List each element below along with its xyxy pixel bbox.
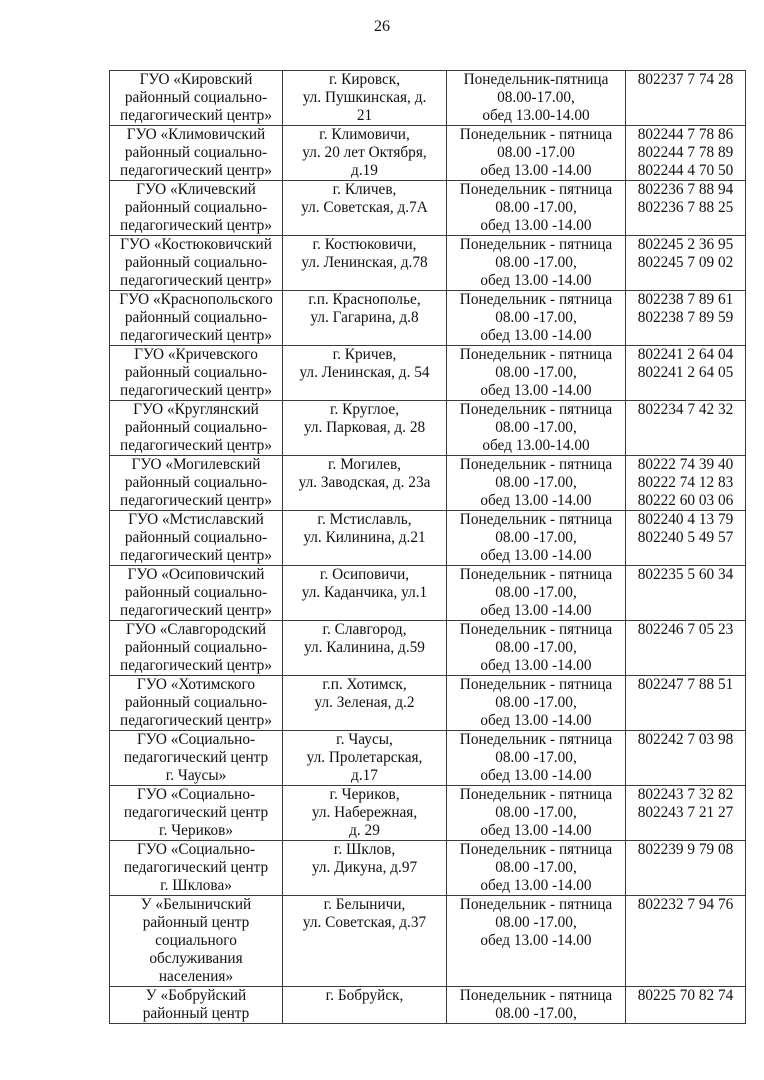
working-hours-line: Понедельник - пятница — [459, 181, 613, 198]
institution-name-line: педагогический центр» — [120, 437, 272, 454]
working-hours-line: 08.00 -17.00, — [495, 694, 577, 711]
working-hours-line: 08.00 -17.00, — [495, 804, 577, 821]
institution-name-cell — [110, 566, 283, 621]
institution-name-line: районный социально- — [124, 199, 268, 216]
table-row — [110, 566, 746, 621]
working-hours-line: обед 13.00 -14.00 — [480, 492, 592, 509]
working-hours-line: обед 13.00 -14.00 — [480, 767, 592, 784]
table-row — [110, 511, 746, 566]
table-row — [110, 896, 746, 987]
address-line: ул. Ленинская, д. 54 — [299, 364, 430, 381]
working-hours-line: 08.00 -17.00, — [495, 474, 577, 491]
institution-name-line: г. Чаусы» — [165, 767, 227, 784]
working-hours-line: Понедельник - пятница — [459, 126, 613, 143]
address-line: г.п. Краснополье, — [308, 291, 421, 308]
table-row — [110, 621, 746, 676]
table-body — [110, 71, 746, 1024]
address-line: г. Круглое, — [329, 401, 400, 418]
institution-name-line: районный социально- — [124, 694, 268, 711]
phone-cell — [626, 731, 746, 786]
address-line: ул. Каданчика, ул.1 — [301, 584, 428, 601]
table-row — [110, 291, 746, 346]
address-line: ул. Гагарина, д.8 — [310, 309, 419, 326]
working-hours-cell — [447, 566, 626, 621]
address-line: г. Осиповичи, — [319, 566, 410, 583]
table-row — [110, 181, 746, 236]
institution-name-line: ГУО «Осиповичский — [127, 566, 265, 583]
working-hours-line: обед 13.00 -14.00 — [480, 602, 592, 619]
institution-name-line: педагогический центр» — [120, 657, 272, 674]
institution-name-line: педагогический центр» — [120, 272, 272, 289]
working-hours-line: Понедельник - пятница — [459, 987, 613, 1004]
phone-number: 802245 7 09 02 — [637, 254, 734, 271]
phone-number: 802240 4 13 79 — [637, 511, 734, 528]
institution-name-line: педагогический центр» — [120, 712, 272, 729]
working-hours-line: Понедельник - пятница — [459, 676, 613, 693]
address-line: д.17 — [351, 767, 378, 784]
institution-name-line: социального — [155, 932, 237, 949]
address-line: г. Шклов, — [333, 841, 396, 858]
phone-number: 80222 74 12 83 — [637, 474, 734, 491]
working-hours-line: 08.00 -17.00, — [495, 419, 577, 436]
working-hours-line: Понедельник - пятница — [459, 511, 613, 528]
institution-name-line: обслуживания — [149, 950, 243, 967]
address-cell — [283, 346, 447, 401]
address-line: г. Мстиславль, — [317, 511, 412, 528]
phone-number: 802238 7 89 61 — [637, 291, 734, 308]
institution-name-cell — [110, 731, 283, 786]
working-hours-line: обед 13.00 -14.00 — [480, 162, 592, 179]
address-cell — [283, 676, 447, 731]
phone-cell — [626, 291, 746, 346]
phone-number: 802235 5 60 34 — [637, 566, 734, 583]
address-line: г. Кричев, — [332, 346, 397, 363]
institution-name-line: педагогический центр» — [120, 602, 272, 619]
working-hours-cell — [447, 896, 626, 987]
working-hours-cell — [447, 511, 626, 566]
phone-cell — [626, 236, 746, 291]
institution-name-line: районный социально- — [124, 309, 268, 326]
working-hours-cell — [447, 401, 626, 456]
address-line: г. Климовичи, — [319, 126, 410, 143]
working-hours-line: Понедельник - пятница — [459, 346, 613, 363]
phone-number: 802244 4 70 50 — [637, 162, 734, 179]
address-cell — [283, 181, 447, 236]
working-hours-cell — [447, 236, 626, 291]
address-line: г. Кличев, — [332, 181, 397, 198]
institution-name-cell — [110, 676, 283, 731]
working-hours-line: обед 13.00 -14.00 — [480, 712, 592, 729]
address-cell — [283, 511, 447, 566]
phone-number: 802244 7 78 89 — [637, 144, 734, 161]
address-line: ул. Калинина, д.59 — [304, 639, 425, 656]
working-hours-line: обед 13.00 -14.00 — [480, 382, 592, 399]
phone-cell — [626, 401, 746, 456]
address-cell — [283, 456, 447, 511]
institution-name-line: населения» — [158, 968, 234, 985]
working-hours-cell — [447, 291, 626, 346]
phone-number: 802243 7 21 27 — [637, 804, 734, 821]
phone-number: 802246 7 05 23 — [637, 621, 734, 638]
address-cell — [283, 987, 447, 1024]
working-hours-line: 08.00-17.00, — [497, 89, 575, 106]
table-row — [110, 456, 746, 511]
address-line: ул. Зеленая, д.2 — [314, 694, 415, 711]
institution-name-line: г. Чериков» — [159, 822, 233, 839]
institution-name-line: педагогический центр» — [120, 107, 272, 124]
phone-cell — [626, 456, 746, 511]
phone-number: 80225 70 82 74 — [637, 987, 734, 1004]
address-cell — [283, 786, 447, 841]
institution-name-line: ГУО «Круглянский — [133, 401, 259, 418]
institution-name-line: ГУО «Славгородский — [125, 621, 267, 638]
working-hours-line: Понедельник-пятница — [463, 71, 609, 88]
table-row — [110, 126, 746, 181]
phone-number: 802242 7 03 98 — [637, 731, 734, 748]
address-line: ул. Советская, д.7А — [301, 199, 428, 216]
institution-name-cell — [110, 896, 283, 987]
address-line: г. Славгород, — [322, 621, 407, 638]
working-hours-line: Понедельник - пятница — [459, 896, 613, 913]
institution-name-line: педагогический центр» — [120, 217, 272, 234]
working-hours-cell — [447, 987, 626, 1024]
working-hours-line: Понедельник - пятница — [459, 731, 613, 748]
phone-number: 802236 7 88 25 — [637, 199, 734, 216]
address-line: г. Чаусы, — [336, 731, 393, 748]
address-cell — [283, 566, 447, 621]
table-row — [110, 236, 746, 291]
working-hours-line: обед 13.00 -14.00 — [480, 327, 592, 344]
institution-name-line: районный социально- — [124, 584, 268, 601]
phone-number: 802247 7 88 51 — [637, 676, 734, 693]
phone-cell — [626, 566, 746, 621]
address-line: ул. Дикуна, д.97 — [311, 859, 418, 876]
working-hours-line: обед 13.00 -14.00 — [480, 822, 592, 839]
working-hours-line: 08.00 -17.00, — [495, 364, 577, 381]
institution-name-cell — [110, 511, 283, 566]
institution-name-line: ГУО «Краснопольского — [119, 291, 273, 308]
phone-cell — [626, 346, 746, 401]
institution-name-cell — [110, 71, 283, 126]
address-line: ул. Пушкинская, д. — [302, 89, 427, 106]
institution-name-line: районный социально- — [124, 639, 268, 656]
page-number: 26 — [374, 18, 390, 35]
working-hours-line: 08.00 -17.00, — [495, 254, 577, 271]
phone-cell — [626, 786, 746, 841]
address-line: д. 29 — [349, 822, 380, 839]
address-line: ул. Ленинская, д.78 — [301, 254, 428, 271]
table-row — [110, 676, 746, 731]
working-hours-cell — [447, 456, 626, 511]
table-row — [110, 987, 746, 1024]
phone-number: 802241 2 64 05 — [637, 364, 734, 381]
phone-cell — [626, 896, 746, 987]
working-hours-line: Понедельник - пятница — [459, 291, 613, 308]
phone-number: 802238 7 89 59 — [637, 309, 734, 326]
institution-name-cell — [110, 401, 283, 456]
address-cell — [283, 841, 447, 896]
table-row — [110, 841, 746, 896]
phone-cell — [626, 511, 746, 566]
institution-name-line: педагогический центр» — [120, 327, 272, 344]
phone-number: 802236 7 88 94 — [637, 181, 734, 198]
institution-name-cell — [110, 621, 283, 676]
working-hours-line: обед 13.00 -14.00 — [480, 272, 592, 289]
phone-cell — [626, 621, 746, 676]
institution-name-cell — [110, 786, 283, 841]
address-line: г.п. Хотимск, — [322, 676, 407, 693]
working-hours-line: обед 13.00-14.00 — [482, 437, 590, 454]
phone-number: 802243 7 32 82 — [637, 786, 734, 803]
address-line: г. Чериков, — [329, 786, 400, 803]
working-hours-line: Понедельник - пятница — [459, 786, 613, 803]
institution-name-cell — [110, 841, 283, 896]
working-hours-line: Понедельник - пятница — [459, 841, 613, 858]
institution-name-line: педагогический центр» — [120, 382, 272, 399]
institution-name-line: ГУО «Социально- — [136, 841, 256, 858]
institution-name-line: ГУО «Климовичский — [126, 126, 266, 143]
address-line: г. Кировск, — [328, 71, 401, 88]
phone-cell — [626, 676, 746, 731]
working-hours-line: 08.00 -17.00, — [495, 914, 577, 931]
institution-name-line: районный центр — [142, 914, 250, 931]
working-hours-line: обед 13.00 -14.00 — [480, 217, 592, 234]
working-hours-line: Понедельник - пятница — [459, 566, 613, 583]
working-hours-cell — [447, 621, 626, 676]
phone-number: 802239 9 79 08 — [637, 841, 734, 858]
address-line: ул. Набережная, — [311, 804, 418, 821]
working-hours-line: 08.00 -17.00, — [495, 199, 577, 216]
phone-cell — [626, 181, 746, 236]
institution-name-line: педагогический центр» — [120, 547, 272, 564]
working-hours-cell — [447, 71, 626, 126]
institution-name-line: районный социально- — [124, 364, 268, 381]
working-hours-line: 08.00 -17.00, — [495, 859, 577, 876]
phone-number: 802244 7 78 86 — [637, 126, 734, 143]
phone-number: 802241 2 64 04 — [637, 346, 734, 363]
address-line: г. Бобруйск, — [325, 987, 404, 1004]
working-hours-cell — [447, 346, 626, 401]
working-hours-cell — [447, 676, 626, 731]
working-hours-line: Понедельник - пятница — [459, 401, 613, 418]
phone-number: 802232 7 94 76 — [637, 896, 734, 913]
address-line: ул. 20 лет Октября, — [302, 144, 427, 161]
working-hours-line: обед 13.00 -14.00 — [480, 547, 592, 564]
address-cell — [283, 731, 447, 786]
institution-name-line: районный социально- — [124, 474, 268, 491]
institution-name-cell — [110, 236, 283, 291]
address-line: г. Костюковичи, — [312, 236, 417, 253]
institution-name-cell — [110, 456, 283, 511]
working-hours-line: Понедельник - пятница — [459, 456, 613, 473]
working-hours-cell — [447, 786, 626, 841]
working-hours-line: обед 13.00 -14.00 — [480, 657, 592, 674]
phone-cell — [626, 71, 746, 126]
working-hours-line: обед 13.00 -14.00 — [480, 877, 592, 894]
address-line: г. Белыничи, — [323, 896, 406, 913]
address-cell — [283, 126, 447, 181]
institution-name-cell — [110, 181, 283, 236]
institution-name-line: педагогический центр» — [120, 162, 272, 179]
address-line: ул. Килинина, д.21 — [303, 529, 426, 546]
table-row — [110, 401, 746, 456]
institution-name-line: г. Шклова» — [160, 877, 232, 894]
address-cell — [283, 71, 447, 126]
working-hours-line: 08.00 -17.00, — [495, 584, 577, 601]
working-hours-cell — [447, 731, 626, 786]
address-cell — [283, 896, 447, 987]
institution-name-line: У «Белыничский — [140, 896, 252, 913]
institution-name-line: ГУО «Кричевского — [134, 346, 258, 363]
institution-name-line: ГУО «Хотимского — [136, 676, 256, 693]
phone-cell — [626, 126, 746, 181]
institution-name-line: ГУО «Социально- — [136, 731, 256, 748]
working-hours-cell — [447, 181, 626, 236]
working-hours-line: 08.00 -17.00, — [495, 1005, 577, 1022]
address-line: 21 — [356, 107, 373, 124]
institution-name-line: районный социально- — [124, 89, 268, 106]
working-hours-line: обед 13.00-14.00 — [482, 107, 590, 124]
working-hours-cell — [447, 841, 626, 896]
working-hours-line: 08.00 -17.00, — [495, 309, 577, 326]
address-line: ул. Парковая, д. 28 — [303, 419, 426, 436]
institution-name-line: районный центр — [142, 1005, 250, 1022]
phone-number: 80222 60 03 06 — [637, 492, 734, 509]
table-row — [110, 731, 746, 786]
working-hours-line: 08.00 -17.00, — [495, 639, 577, 656]
working-hours-line: Понедельник - пятница — [459, 236, 613, 253]
working-hours-line: обед 13.00 -14.00 — [480, 932, 592, 949]
address-cell — [283, 621, 447, 676]
institution-name-cell — [110, 126, 283, 181]
address-cell — [283, 401, 447, 456]
working-hours-cell — [447, 126, 626, 181]
institution-name-line: ГУО «Мстиславский — [128, 511, 264, 528]
institution-name-line: районный социально- — [124, 144, 268, 161]
institution-name-line: районный социально- — [124, 254, 268, 271]
address-line: ул. Пролетарская, — [306, 749, 423, 766]
institution-name-line: ГУО «Могилевский — [131, 456, 261, 473]
address-line: д.19 — [351, 162, 378, 179]
address-line: ул. Заводская, д. 23а — [298, 474, 431, 491]
working-hours-line: Понедельник - пятница — [459, 621, 613, 638]
institution-name-line: педагогический центр — [123, 804, 269, 821]
institution-name-line: ГУО «Кировский — [139, 71, 253, 88]
address-cell — [283, 236, 447, 291]
address-line: ул. Советская, д.37 — [302, 914, 427, 931]
working-hours-line: 08.00 -17.00, — [495, 749, 577, 766]
address-line: г. Могилев, — [328, 456, 401, 473]
institution-name-line: У «Бобруйский — [145, 987, 247, 1004]
phone-number: 802245 2 36 95 — [637, 236, 734, 253]
phone-number: 80222 74 39 40 — [637, 456, 734, 473]
phone-number: 802240 5 49 57 — [637, 529, 734, 546]
institution-name-cell — [110, 291, 283, 346]
institution-name-line: ГУО «Костюковичский — [120, 236, 272, 253]
institution-name-line: ГУО «Социально- — [136, 786, 256, 803]
phone-number: 802234 7 42 32 — [637, 401, 734, 418]
institution-name-line: районный социально- — [124, 529, 268, 546]
institution-name-line: педагогический центр» — [120, 492, 272, 509]
address-cell — [283, 291, 447, 346]
institution-name-line: педагогический центр — [123, 859, 269, 876]
institution-name-cell — [110, 346, 283, 401]
table-row — [110, 346, 746, 401]
institution-name-line: районный социально- — [124, 419, 268, 436]
working-hours-line: 08.00 -17.00, — [495, 529, 577, 546]
table-row — [110, 786, 746, 841]
phone-number: 802237 7 74 28 — [637, 71, 734, 88]
institutions-table — [109, 70, 746, 1024]
phone-cell — [626, 841, 746, 896]
institution-name-cell — [110, 987, 283, 1024]
phone-cell — [626, 987, 746, 1024]
table-row — [110, 71, 746, 126]
working-hours-line: 08.00 -17.00 — [497, 144, 575, 161]
institution-name-line: педагогический центр — [123, 749, 269, 766]
institution-name-line: ГУО «Кличевский — [136, 181, 256, 198]
